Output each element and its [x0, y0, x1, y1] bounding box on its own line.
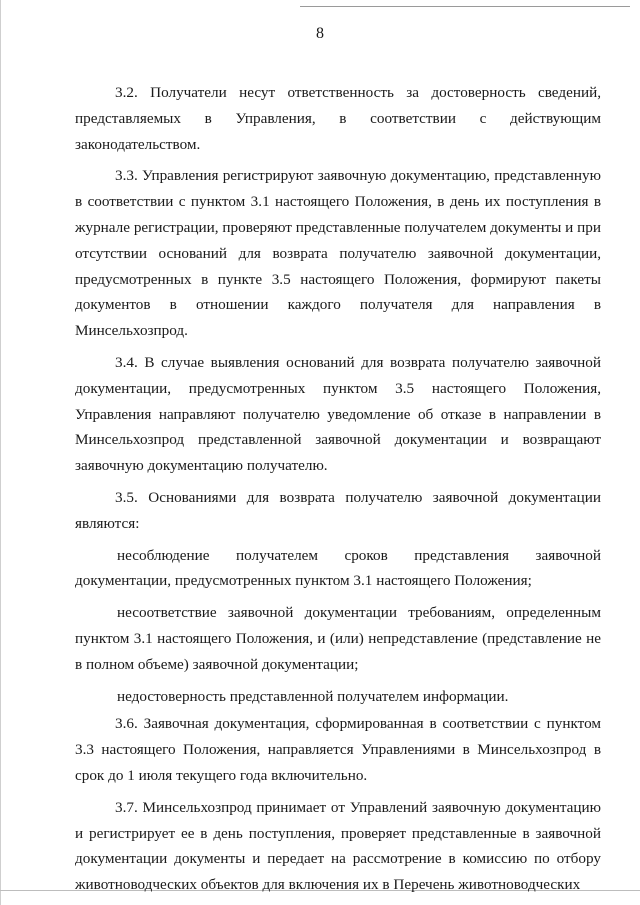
scan-edge-left [0, 0, 1, 905]
paragraph-3-3: 3.3. Управления регистрируют заявочную документацию, представленную в соответствии с пунктом 3.1 настоящего Положения, в день их поступления в журнале регистрации, проверяют представленные получателем документы и при отсутствии оснований для возврата получателю заявочной документации, предусмотренных в пункте 3.5 настоящего Положения, формируют пакеты документов в отношении каждого получателя для направления в Минсельхозпрод. [75, 167, 601, 340]
paragraph-3-7: 3.7. Минсельхозпрод принимает от Управлений заявочную документацию и регистрирует ее в день поступления, проверяет представленные в заявочной документации документы и передает на рассмотрение в комиссию по отбору животноводческих объектов для включения их в Перечень животноводческих [75, 798, 601, 894]
paragraph-3-6: 3.6. Заявочная документация, сформированная в соответствии с пунктом 3.3 настоящего Положения, направляется Управлениями в Минсельхозпрод в срок до 1 июля текущего года включительно. [75, 715, 601, 784]
list-item-deadline: несоблюдение получателем сроков представления заявочной документации, предусмотренных пунктом 3.1 настоящего Положения; [75, 546, 601, 590]
scan-edge-top [300, 6, 630, 7]
list-item-unreliable-info: недостоверность представленной получателем информации. [117, 687, 509, 705]
paragraph-3-2: 3.2. Получатели несут ответственность за достоверность сведений, представляемых в Управления, в соответствии с действующим законодательством. [75, 84, 601, 153]
paragraph-3-5: 3.5. Основаниями для возврата получателю заявочной документации являются: [75, 488, 601, 532]
list-item-nonconformity: несоответствие заявочной документации требованиям, определенным пунктом 3.1 настоящего Положения, и (или) непредставление (представление не в полном объеме) заявочной документации; [75, 604, 601, 673]
document-body [75, 80, 601, 904]
paragraph-3-4: 3.4. В случае выявления оснований для возврата получателю заявочной документации, предусмотренных пунктом 3.5 настоящего Положения, Управления направляют получателю уведомление об отказе в направлении в Минсельхозпрод представленной заявочной документации и возвращают заявочную документацию получателю. [75, 353, 601, 475]
page-number: 8 [316, 25, 324, 42]
